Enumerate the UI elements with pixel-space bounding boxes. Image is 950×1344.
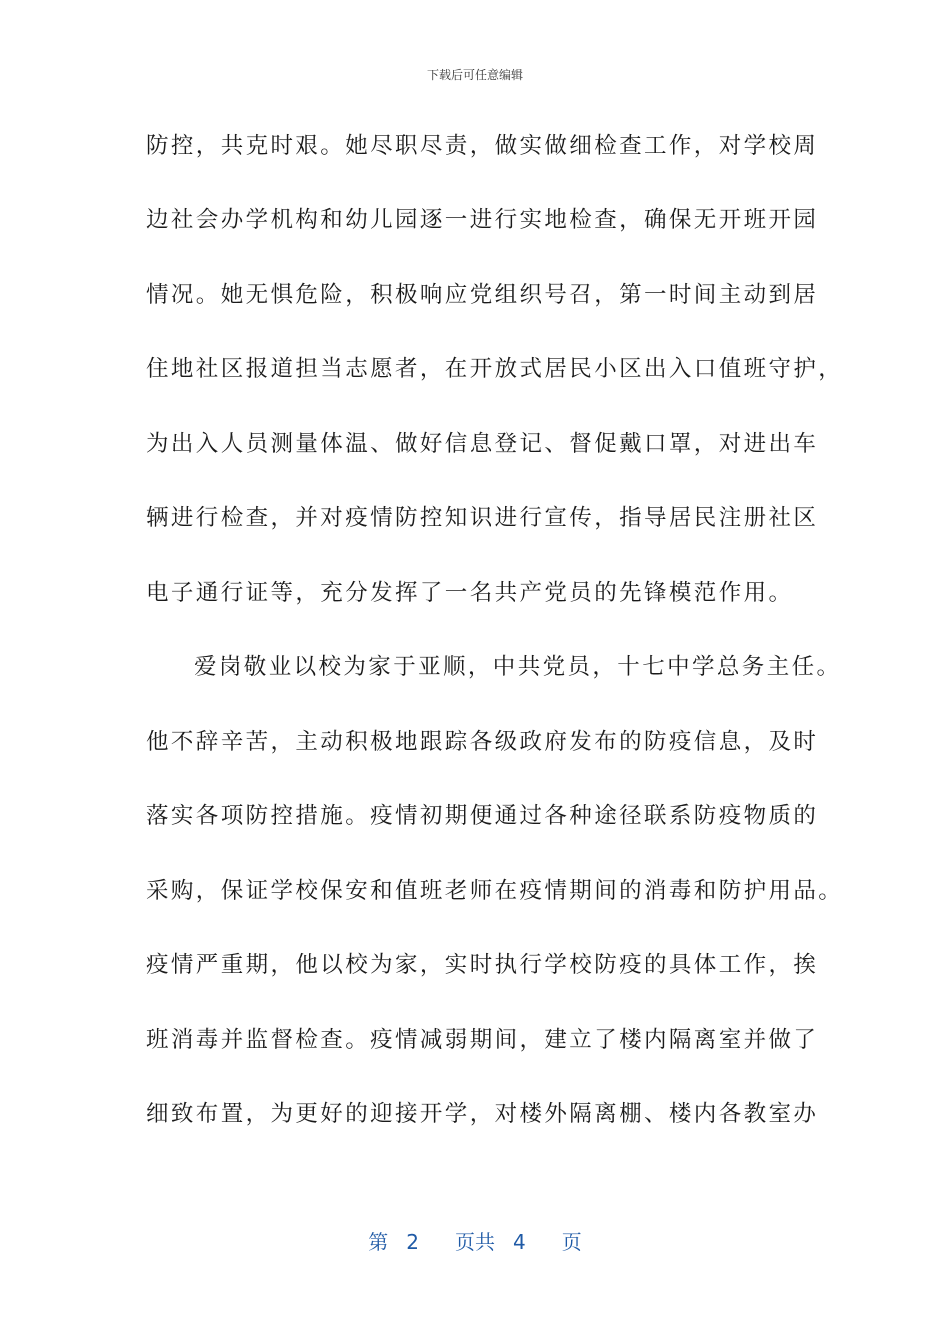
total-pages-number: 4 <box>513 1230 526 1254</box>
download-note: 下载后可任意编辑 <box>426 68 523 82</box>
text-line: 辆进行检查，并对疫情防控知识进行宣传，指导居民注册社区 <box>146 505 819 531</box>
text-line: 电子通行证等，充分发挥了一名共产党员的先锋模范作用。 <box>146 580 794 606</box>
text-line: 细致布置，为更好的迎接开学，对楼外隔离棚、楼内各教室办 <box>146 1101 819 1127</box>
page-prefix: 第 <box>368 1230 389 1254</box>
page-middle: 页共 <box>455 1230 495 1254</box>
text-line: 为出入人员测量体温、做好信息登记、督促戴口罩，对进出车 <box>146 431 819 457</box>
page-number-footer <box>0 1226 950 1255</box>
current-page-number: 2 <box>406 1230 419 1254</box>
text-line: 班消毒并监督检查。疫情减弱期间，建立了楼内隔离室并做了 <box>146 1027 819 1053</box>
text-line: 疫情严重期，他以校为家，实时执行学校防疫的具体工作，挨 <box>146 952 819 978</box>
text-line: 防控，共克时艰。她尽职尽责，做实做细检查工作，对学校周 <box>146 133 819 159</box>
text-line: 落实各项防控措施。疫情初期便通过各种途径联系防疫物质的 <box>146 803 819 829</box>
text-line: 住地社区报道担当志愿者，在开放式居民小区出入口值班守护， <box>146 356 844 382</box>
text-line: 情况。她无惧危险，积极响应党组织号召，第一时间主动到居 <box>146 282 819 308</box>
text-line: 采购，保证学校保安和值班老师在疫情期间的消毒和防护用品。 <box>146 878 844 904</box>
paragraph-start-line: 爱岗敬业以校为家于亚顺，中共党员，十七中学总务主任。 <box>194 654 842 680</box>
text-line: 边社会办学机构和幼儿园逐一进行实地检查，确保无开班开园 <box>146 207 819 233</box>
text-line: 他不辞辛苦，主动积极地跟踪各级政府发布的防疫信息，及时 <box>146 729 819 755</box>
page-suffix: 页 <box>561 1230 582 1254</box>
